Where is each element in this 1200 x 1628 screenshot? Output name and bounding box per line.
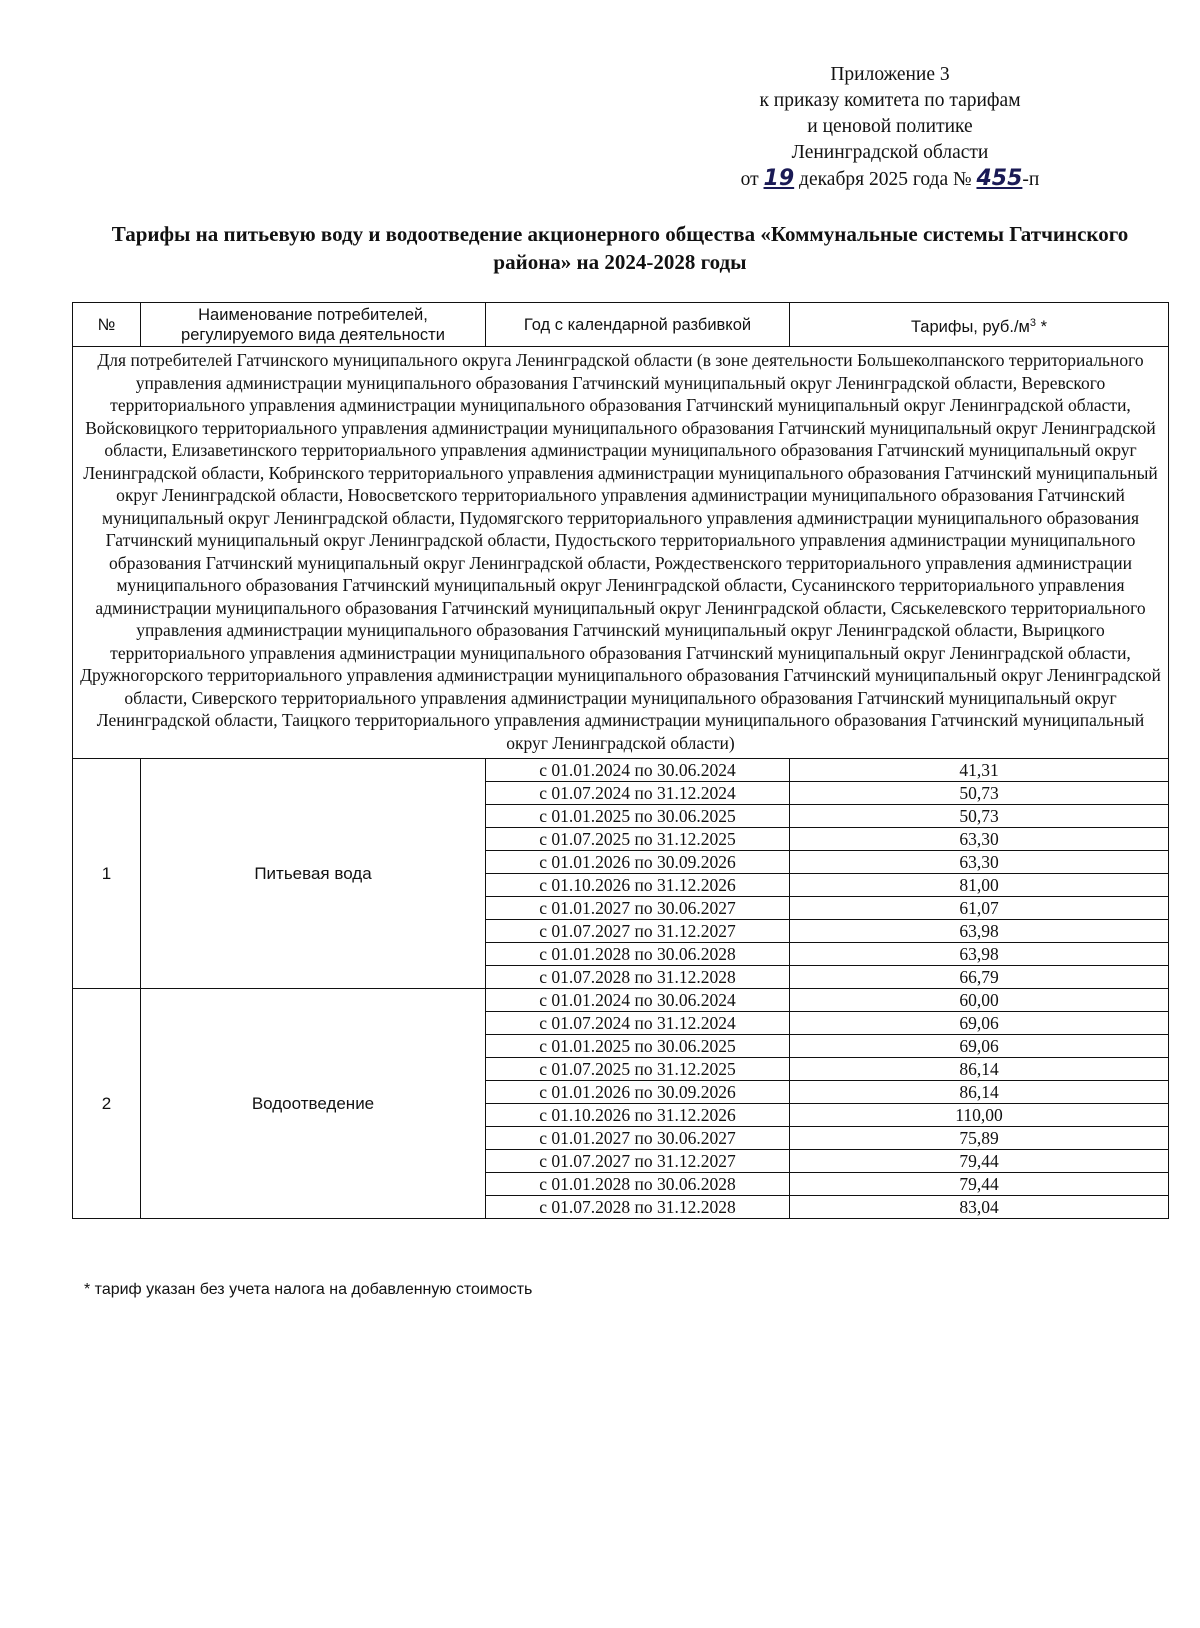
tariff-cell: 75,89 (790, 1127, 1169, 1150)
appendix-number: Приложение 3 (830, 64, 950, 85)
table-header-row (73, 303, 1169, 347)
period-cell: с 01.07.2024 по 31.12.2024 (486, 782, 790, 805)
period-cell: с 01.01.2028 по 30.06.2028 (486, 1173, 790, 1196)
tariff-cell: 86,14 (790, 1081, 1169, 1104)
header-name: Наименование потребителей, регулируемого вида деятельности (141, 303, 486, 347)
date-suffix: -п (1022, 169, 1040, 190)
period-cell: с 01.07.2025 по 31.12.2025 (486, 1058, 790, 1081)
tariff-cell: 110,00 (790, 1104, 1169, 1127)
tariff-table (72, 302, 1169, 1219)
service-name: Водоотведение (141, 989, 486, 1219)
handwritten-day: 19 (763, 166, 795, 191)
period-cell: с 01.01.2027 по 30.06.2027 (486, 1127, 790, 1150)
appendix-order-ref: к приказу комитета по тарифам (759, 90, 1021, 111)
period-cell: с 01.07.2025 по 31.12.2025 (486, 828, 790, 851)
header-num: № (73, 303, 141, 347)
appendix-region: Ленинградской области (791, 142, 989, 163)
tariff-cell: 60,00 (790, 989, 1169, 1012)
table-row (73, 759, 1169, 782)
appendix-committee: и ценовой политике (807, 116, 973, 137)
appendix-date-line (690, 166, 1090, 193)
service-number: 2 (73, 989, 141, 1219)
period-cell: с 01.07.2027 по 31.12.2027 (486, 920, 790, 943)
tariff-cell: 50,73 (790, 805, 1169, 828)
service-name: Питьевая вода (141, 759, 486, 989)
tariff-cell: 81,00 (790, 874, 1169, 897)
tariff-cell: 63,98 (790, 943, 1169, 966)
tariff-cell: 66,79 (790, 966, 1169, 989)
document-title: Тарифы на питьевую воду и водоотведение акционерного общества «Коммунальные системы Гатчинского района» на 2024-2028 годы (111, 222, 1129, 274)
period-cell: с 01.10.2026 по 31.12.2026 (486, 1104, 790, 1127)
period-cell: с 01.07.2027 по 31.12.2027 (486, 1150, 790, 1173)
date-middle: декабря 2025 года № (799, 169, 972, 190)
tariff-cell: 50,73 (790, 782, 1169, 805)
period-cell: с 01.07.2028 по 31.12.2028 (486, 966, 790, 989)
period-cell: с 01.01.2028 по 30.06.2028 (486, 943, 790, 966)
consumer-group-row (73, 347, 1169, 759)
tariff-cell: 79,44 (790, 1150, 1169, 1173)
period-cell: с 01.07.2024 по 31.12.2024 (486, 1012, 790, 1035)
handwritten-number: 455 (976, 166, 1023, 191)
tariff-cell: 69,06 (790, 1012, 1169, 1035)
period-cell: с 01.10.2026 по 31.12.2026 (486, 874, 790, 897)
period-cell: с 01.01.2024 по 30.06.2024 (486, 759, 790, 782)
period-cell: с 01.01.2025 по 30.06.2025 (486, 805, 790, 828)
period-cell: с 01.07.2028 по 31.12.2028 (486, 1196, 790, 1219)
appendix-header (690, 62, 1090, 193)
tariff-cell: 61,07 (790, 897, 1169, 920)
consumer-group-text: Для потребителей Гатчинского муниципального округа Ленинградской области (в зоне деятельности Большеколпанского территориального управления администрации муниципального образования Гатчинский муниципальный округ Ленинградской области, Веревского территориального управления администрации муниципального образования Гатчинский муниципальный округ Ленинградской области, Войсковицкого территориального управления администрации муниципального образования Гатчинский муниципальный округ Ленинградской области, Елизаветинского территориального управления администрации муниципального образования Гатчинский муниципальный округ Ленинградской области, Кобринского территориального управления администрации муниципального образования Гатчинский муниципальный округ Ленинградской области, Новосветского территориального управления администрации муниципального образования Гатчинский муниципальный округ Ленинградской области, Пудомягского территориального управления администрации муниципального образования Гатчинский муниципальный округ Ленинградской области, Пудостьского территориального управления администрации муниципального образования Гатчинский муниципальный округ Ленинградской области, Рождественского территориального управления администрации муниципального образования Гатчинский муниципальный округ Ленинградской области, Сусанинского территориального управления администрации муниципального образования Гатчинский муниципальный округ Ленинградской области, Сяськелевского территориального управления администрации муниципального образования Гатчинский муниципальный округ Ленинградской области, Вырицкого территориального управления администрации муниципального образования Гатчинский муниципальный округ Ленинградской области, Дружногорского территориального управления администрации муниципального образования Гатчинский муниципальный округ Ленинградской области, Сиверского территориального управления администрации муниципального образования Гатчинский муниципальный округ Ленинградской области, Таицкого территориального управления администрации муниципального образования Гатчинский муниципальный округ Ленинградской области) (73, 347, 1169, 759)
period-cell: с 01.01.2026 по 30.09.2026 (486, 851, 790, 874)
footnote: * тариф указан без учета налога на добавленную стоимость (84, 1281, 533, 1298)
period-cell: с 01.01.2025 по 30.06.2025 (486, 1035, 790, 1058)
date-prefix: от (740, 169, 759, 190)
tariff-cell: 69,06 (790, 1035, 1169, 1058)
tariff-cell: 79,44 (790, 1173, 1169, 1196)
tariff-cell: 63,98 (790, 920, 1169, 943)
tariff-cell: 83,04 (790, 1196, 1169, 1219)
tariff-cell: 41,31 (790, 759, 1169, 782)
period-cell: с 01.01.2027 по 30.06.2027 (486, 897, 790, 920)
header-period: Год с календарной разбивкой (486, 303, 790, 347)
header-tariff: Тарифы, $руб./м^3$ * (790, 303, 1169, 347)
tariff-cell: 63,30 (790, 828, 1169, 851)
service-number: 1 (73, 759, 141, 989)
table-row (73, 989, 1169, 1012)
tariff-cell: 86,14 (790, 1058, 1169, 1081)
tariff-cell: 63,30 (790, 851, 1169, 874)
period-cell: с 01.01.2026 по 30.09.2026 (486, 1081, 790, 1104)
period-cell: с 01.01.2024 по 30.06.2024 (486, 989, 790, 1012)
